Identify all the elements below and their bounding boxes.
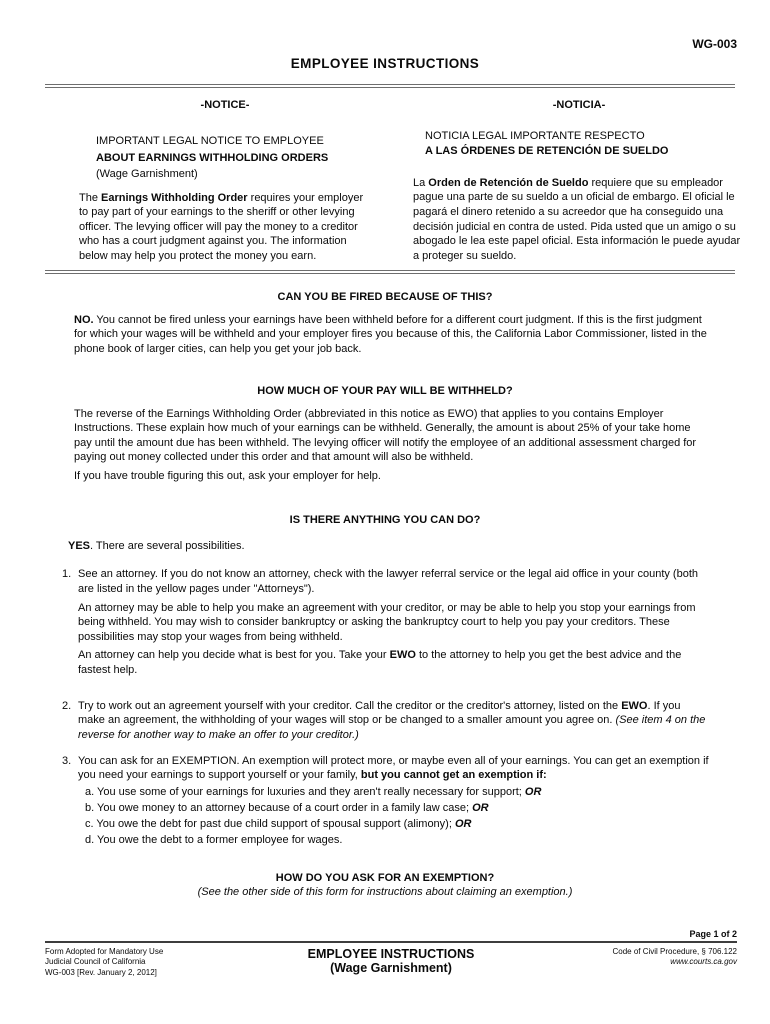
sub-item-b [85,801,710,817]
notice-heading-en: -NOTICE- [200,99,250,111]
list-item-2 [62,699,710,743]
item1-p3-pre: An attorney can help you decide what is best for you. Take your [78,649,390,662]
list-item-1-body [78,567,710,677]
notice-section [0,99,770,264]
sub-item-c-or: OR [454,817,472,830]
sub-item-d-text: You owe the debt to a former employee for wages. [94,833,343,846]
notice-en-para-bold: Earnings Withholding Order [101,191,248,204]
item2-mid: . If you make an agreement, the withholding of your wages will stop or be changed to a smaller amount you agree on. [78,699,681,727]
footer-divider [45,941,737,943]
footer-left-line1: Form Adopted for Mandatory Use [45,947,164,956]
list-item-3 [62,754,710,849]
sub-item-a-label: a. [85,785,95,798]
sub-item-c-text: You owe the debt for past due child support of spousal support (alimony); [93,817,455,830]
notice-en-para-pre: The [79,191,102,204]
section-heading-anything: IS THERE ANYTHING YOU CAN DO? [289,513,481,526]
notice-paragraph-en [79,191,371,264]
footer-code-reference: Code of Civil Procedure, § 706.122 [612,947,737,956]
form-number: WG-003 [692,37,737,51]
list-item-3-body [78,754,710,849]
sub-item-c-label: c. [85,817,94,830]
item1-p3-bold: EWO [389,649,416,662]
sub-item-b-or: OR [472,801,489,814]
notice-en-para-post: requires your employer to pay part of your earnings to the sheriff or other levying officer. The levying officer will pay the money to a creditor who has a court judgment against you. The information below may help you protect the money you earn. [79,191,364,262]
item1-paragraph-3 [78,648,710,677]
list-item-2-body [78,699,710,743]
item2-pre: Try to work out an agreement yourself with your creditor. Call the creditor or the creditor's attorney, listed on the [78,699,622,712]
footer-left [45,947,260,978]
item2-bold: EWO [621,699,648,712]
sub-item-a [85,785,710,801]
item1-paragraph-2: An attorney may be able to help you make an agreement with your creditor, or may be able to help you stop your earnings from being withheld. You may wish to consider bankruptcy or asking the bankruptcy court to help you pay your creditors. These possibilities may stop your wages from being withheld. [78,601,696,643]
anything-intro [68,539,708,554]
withheld-paragraph-2: If you have trouble figuring this out, ask your employer for help. [74,470,381,482]
page-title: EMPLOYEE INSTRUCTIONS [290,56,480,71]
notice-subheading-es [425,129,745,160]
sub-item-d-label: d. [85,833,95,846]
notice-en-line1: IMPORTANT LEGAL NOTICE TO EMPLOYEE [96,135,324,147]
header-divider [45,84,735,88]
exemption-subheading: (See the other side of this form for instructions about claiming an exemption.) [197,885,573,898]
notice-es-para-bold: Orden de Retención de Sueldo [428,176,589,189]
item3-bold: but you cannot get an exemption if: [360,769,547,782]
footer-title-line1: EMPLOYEE INSTRUCTIONS [307,947,475,961]
notice-es-line1: NOTICIA LEGAL IMPORTANTE RESPECTO [425,130,645,142]
notice-es-para-pre: La [413,176,429,189]
footer-title-line2: (Wage Garnishment) [330,961,452,976]
sub-item-a-or: OR [524,785,542,798]
list-item-1-number: 1. [62,568,72,581]
footer-right [522,947,737,968]
sub-item-d [85,833,710,849]
footer-website: www.courts.ca.gov [670,957,737,967]
fired-paragraph [74,313,708,357]
item3-paragraph [78,754,710,783]
list-item-1 [62,567,710,677]
fired-para-bold: NO. [74,313,94,326]
notice-bottom-divider [45,270,735,274]
footer-columns [45,947,737,978]
fired-para-text: You cannot be fired unless your earnings have been withheld before for a different court judgment. If this is the first judgment for which your wages will be withheld and your employer fires you because of this, the California Labor Commissioner, listed in the phone book of larger cities, can help you get your job back. [74,313,707,355]
anything-intro-text: . There are several possibilities. [90,539,245,552]
withheld-paragraph-1: The reverse of the Earnings Withholding Order (abbreviated in this notice as EWO) that applies to you contains Employer Instructions. These explain how much of your earnings can be withheld. Generally, the amount is about 25% of your take home pay until the amount due has been withheld. The levying officer will notify the employee of an additional assessment charged for paying out money collected under this order and that amount will also be withheld. [74,407,697,464]
notice-column-english [79,99,371,264]
section-heading-fired: CAN YOU BE FIRED BECAUSE OF THIS? [277,290,493,303]
notice-column-spanish [413,99,745,264]
sub-item-b-text: You owe money to an attorney because of a court order in a family law case; [94,801,473,814]
item3-subitems [78,785,710,849]
footer-left-line3: WG-003 [Rev. January 2, 2012] [45,967,157,977]
section-heading-exemption: HOW DO YOU ASK FOR AN EXEMPTION? [275,871,495,884]
footer-form-title [260,947,522,976]
item1-p3-post: to the attorney to help you get the best advice and the fastest help. [78,649,682,676]
notice-paragraph-es [413,176,745,264]
sub-item-c [85,817,710,833]
notice-es-para-post: requiere que su empleador pague una parte de su sueldo a un oficial de embargo. El oficial le pagará el dinero retenido a su acreedor que ha conseguido una decisión judicial en contra de usted. Pida usted que un amigo o su abogado le lea este papel oficial. Esta información le puede ayudar a proteger su sueldo. [413,176,741,262]
footer-left-line2: Judicial Council of California [45,957,146,967]
section-heading-withheld: HOW MUCH OF YOUR PAY WILL BE WITHHELD? [257,384,513,397]
notice-es-line2: A LAS ÓRDENES DE RETENCIÓN DE SUELDO [425,145,669,158]
notice-heading-es: -NOTICIA- [552,99,606,111]
sub-item-a-text: You use some of your earnings for luxuries and they aren't really necessary for support; [94,785,525,798]
sub-item-b-label: b. [85,801,95,814]
page-footer [0,929,770,978]
list-item-2-number: 2. [62,699,72,712]
notice-en-line3: (Wage Garnishment) [96,168,198,180]
notice-en-line2: ABOUT EARNINGS WITHHOLDING ORDERS [96,151,329,164]
item2-italic-note: (See item 4 on the reverse for another way to make an offer to your creditor.) [78,714,706,741]
item1-paragraph-1: See an attorney. If you do not know an attorney, check with the lawyer referral service or the legal aid office in your county (both are listed in the yellow pages under "Attorneys"). [78,568,699,595]
anything-intro-bold: YES [68,539,91,552]
page-number: Page 1 of 2 [689,929,737,939]
list-item-3-number: 3. [62,754,72,767]
notice-subheading-en [96,133,371,183]
item3-pre: You can ask for an EXEMPTION. An exemption will protect more, or maybe even all of your earnings. You can get an exemption if you need your earnings to support yourself or your family, [78,754,709,782]
